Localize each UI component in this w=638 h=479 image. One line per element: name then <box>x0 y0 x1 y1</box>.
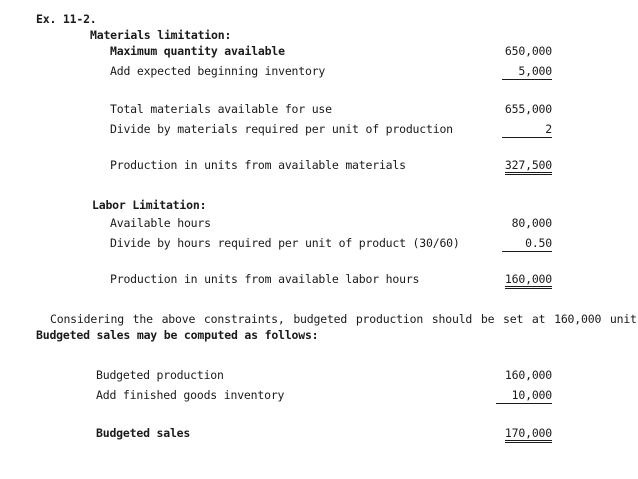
available-hours-value: 80,000 <box>511 216 552 230</box>
production-materials-label: Production in units from available materials <box>110 158 406 172</box>
budgeted-production-value: 160,000 <box>504 368 552 382</box>
total-materials-value: 655,000 <box>504 102 552 116</box>
exercise-label: Ex. 11-2. <box>36 12 97 26</box>
add-begin-label: Add expected beginning inventory <box>110 64 326 78</box>
divide-hours-label: Divide by hours required per unit of product (30/60) <box>110 236 460 250</box>
conclusion-line-1: Considering the above constraints, budgeted production should be set at 160,000 unit <box>50 312 637 326</box>
max-qty-value: 650,000 <box>504 44 552 58</box>
budgeted-production-label: Budgeted production <box>96 368 224 382</box>
divide-hours-value: 0.50 <box>502 236 552 252</box>
finished-goods-label: Add finished goods inventory <box>96 388 285 402</box>
total-materials-label: Total materials available for use <box>110 102 332 116</box>
finished-goods-value: 10,000 <box>496 388 552 404</box>
materials-heading: Materials limitation: <box>90 28 232 42</box>
divide-materials-label: Divide by materials required per unit of production <box>110 122 453 136</box>
production-labor-label: Production in units from available labor hours <box>110 272 420 286</box>
production-materials-value: 327,500 <box>505 158 552 175</box>
conclusion-paragraph <box>36 312 637 342</box>
divide-materials-value: 2 <box>502 122 552 138</box>
conclusion-line-2: Budgeted sales may be computed as follows: <box>36 328 319 342</box>
production-labor-value: 160,000 <box>505 272 552 289</box>
max-qty-label: Maximum quantity available <box>110 44 285 58</box>
budgeted-sales-label: Budgeted sales <box>96 426 191 440</box>
budgeted-sales-value: 170,000 <box>505 426 552 443</box>
add-begin-value: 5,000 <box>502 64 552 80</box>
available-hours-label: Available hours <box>110 216 211 230</box>
labor-heading: Labor Limitation: <box>92 198 207 212</box>
